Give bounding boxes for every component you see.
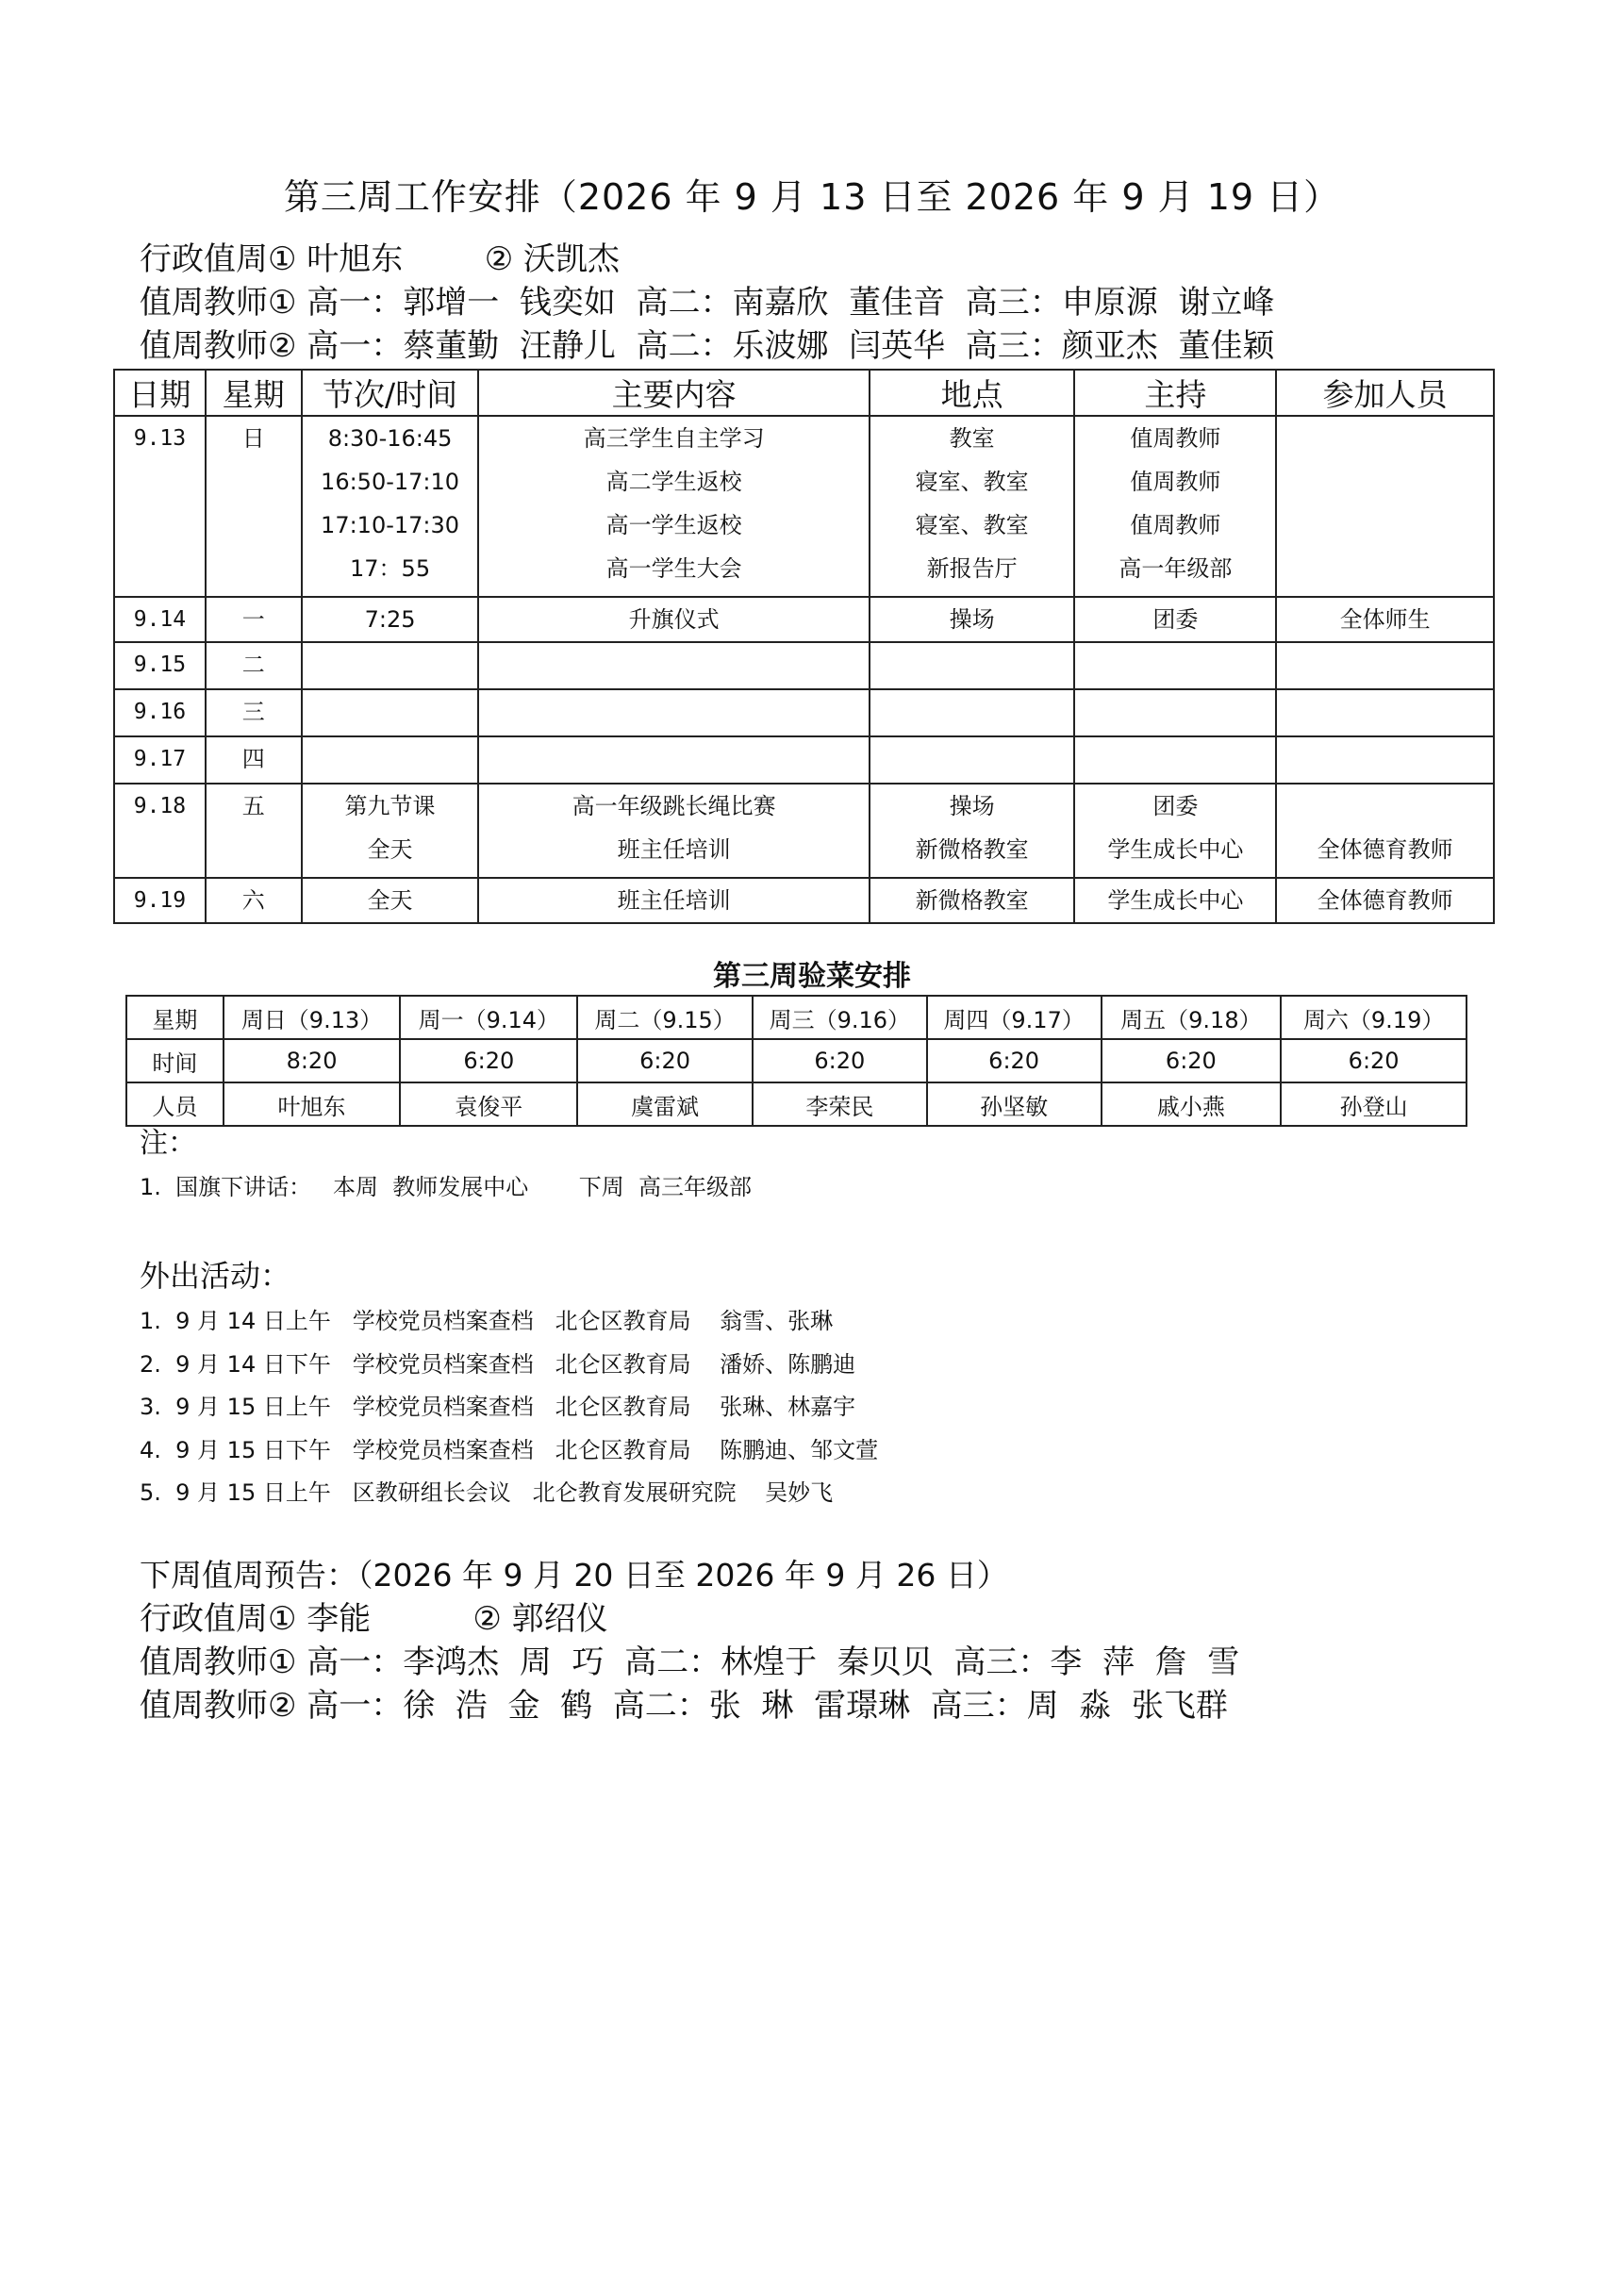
host-text: 高一年级部 <box>1119 555 1233 582</box>
weekday-cell <box>206 642 302 689</box>
admin-duty-line: 行政值周① 叶旭东 ② 沃凯杰 <box>140 240 621 278</box>
veg-time-cell: 6:20 <box>927 1039 1102 1082</box>
veg-time-cell: 6:20 <box>577 1039 753 1082</box>
date-text: 9.13 <box>133 426 187 451</box>
veg-row <box>126 1039 1467 1082</box>
participants-text <box>1277 547 1493 590</box>
weekday-text: 一 <box>241 606 265 633</box>
weekday-cell <box>206 689 302 736</box>
participants-cell <box>1276 597 1494 642</box>
column-header: 主要内容 <box>478 370 869 416</box>
content-text: 班主任培训 <box>617 887 731 914</box>
veg-person-cell: 袁俊平 <box>400 1082 577 1126</box>
host-cell <box>1074 784 1276 878</box>
content-cell <box>478 642 869 689</box>
veg-row-label: 人员 <box>126 1082 224 1126</box>
place-cell <box>870 784 1075 878</box>
time-text: 16:50-17:10 <box>321 469 460 495</box>
column-header: 参加人员 <box>1276 370 1494 416</box>
time-text: 全天 <box>367 836 413 863</box>
participants-cell <box>1276 416 1494 597</box>
place-text: 新报告厅 <box>926 555 1018 582</box>
host-text: 学生成长中心 <box>1107 887 1244 914</box>
schedule-row <box>114 878 1494 923</box>
weekday-cell <box>206 416 302 597</box>
time-text <box>303 643 478 686</box>
host-cell <box>1074 597 1276 642</box>
weekday-cell <box>206 878 302 923</box>
content-text <box>479 643 868 686</box>
place-cell <box>870 642 1075 689</box>
schedule-header-row <box>114 370 1494 416</box>
time-cell <box>302 416 479 597</box>
weekday-text: 三 <box>241 699 265 725</box>
column-header: 星期 <box>206 370 302 416</box>
veg-schedule-table <box>125 995 1467 1127</box>
veg-day-cell: 周一（9.14） <box>400 996 577 1039</box>
participants-text <box>1277 690 1493 734</box>
host-text: 值周教师 <box>1130 425 1221 452</box>
date-text: 9.14 <box>133 607 187 632</box>
veg-day-cell: 周四（9.17） <box>927 996 1102 1039</box>
veg-person-cell: 李荣民 <box>753 1082 927 1126</box>
host-cell <box>1074 878 1276 923</box>
time-cell <box>302 689 479 736</box>
veg-person-cell: 孙登山 <box>1281 1082 1467 1126</box>
veg-person-cell: 戚小燕 <box>1102 1082 1282 1126</box>
veg-person-cell: 叶旭东 <box>224 1082 401 1126</box>
content-cell <box>478 689 869 736</box>
participants-text: 全体德育教师 <box>1317 887 1453 914</box>
date-cell <box>114 878 206 923</box>
host-text: 团委 <box>1152 606 1199 633</box>
notes-heading: 注： <box>140 1127 196 1160</box>
place-text <box>870 643 1074 686</box>
notes-section <box>140 1122 752 1209</box>
time-cell <box>302 878 479 923</box>
veg-row-label: 星期 <box>126 996 224 1039</box>
veg-row <box>126 996 1467 1039</box>
date-text: 9.15 <box>133 652 187 677</box>
place-text: 寝室、教室 <box>915 512 1029 538</box>
outside-activities <box>140 1251 878 1515</box>
weekday-cell <box>206 597 302 642</box>
host-cell <box>1074 689 1276 736</box>
participants-cell <box>1276 878 1494 923</box>
weekday-cell <box>206 736 302 784</box>
participants-cell <box>1276 784 1494 878</box>
content-cell <box>478 416 869 597</box>
time-text: 17:10-17:30 <box>321 512 460 538</box>
time-text: 17：55 <box>350 555 431 582</box>
veg-time-cell: 6:20 <box>400 1039 577 1082</box>
place-cell <box>870 416 1075 597</box>
page-title: 第三周工作安排（2026 年 9 月 13 日至 2026 年 9 月 19 日） <box>283 176 1341 218</box>
date-cell <box>114 689 206 736</box>
activity-item: 4. 9 月 15 日下午 学校党员档案查档 北仑区教育局 陈鹏迪、邹文萱 <box>140 1436 879 1463</box>
participants-cell <box>1276 689 1494 736</box>
place-text: 操场 <box>949 606 995 633</box>
veg-time-cell: 6:20 <box>1102 1039 1282 1082</box>
weekday-text: 四 <box>241 746 265 772</box>
content-text: 高一学生返校 <box>605 512 742 538</box>
date-text: 9.19 <box>133 888 187 913</box>
content-text: 升旗仪式 <box>628 606 720 633</box>
participants-text <box>1277 417 1493 460</box>
time-text <box>303 737 478 781</box>
next-teacher-duty-line-2: 值周教师② 高一：徐 浩 金 鹤 高二：张 琳 雷璟琳 高三：周 淼 张飞群 <box>140 1687 1228 1725</box>
place-text <box>870 737 1074 781</box>
participants-text: 全体师生 <box>1339 606 1431 633</box>
veg-time-cell: 8:20 <box>224 1039 401 1082</box>
place-text: 教室 <box>949 425 995 452</box>
host-text: 值周教师 <box>1130 512 1221 538</box>
duty-roster <box>140 238 1274 368</box>
weekday-cell <box>206 784 302 878</box>
participants-text: 全体德育教师 <box>1317 836 1453 863</box>
content-text: 班主任培训 <box>617 836 731 863</box>
host-text: 学生成长中心 <box>1107 836 1244 863</box>
time-text: 全天 <box>367 887 413 914</box>
date-cell <box>114 736 206 784</box>
veg-day-cell: 周六（9.19） <box>1281 996 1467 1039</box>
weekday-text: 日 <box>241 425 265 452</box>
schedule-row <box>114 784 1494 878</box>
date-cell <box>114 597 206 642</box>
next-admin-duty-line: 行政值周① 李能 ② 郭绍仪 <box>140 1600 608 1638</box>
veg-day-cell: 周五（9.18） <box>1102 996 1282 1039</box>
host-text <box>1075 643 1275 686</box>
date-text: 9.18 <box>133 794 187 818</box>
content-text: 高一学生大会 <box>605 555 742 582</box>
veg-time-cell: 6:20 <box>1281 1039 1467 1082</box>
next-teacher-duty-line-1: 值周教师① 高一：李鸿杰 周 巧 高二：林煌于 秦贝贝 高三：李 萍 詹 雪 <box>140 1644 1240 1681</box>
participants-cell <box>1276 642 1494 689</box>
time-cell <box>302 736 479 784</box>
participants-text <box>1277 460 1493 504</box>
host-cell <box>1074 416 1276 597</box>
time-cell <box>302 597 479 642</box>
next-week-preview <box>140 1554 1239 1727</box>
host-cell <box>1074 736 1276 784</box>
host-cell <box>1074 642 1276 689</box>
veg-day-cell: 周三（9.16） <box>753 996 927 1039</box>
content-text: 高三学生自主学习 <box>583 425 765 452</box>
veg-row <box>126 1082 1467 1126</box>
time-cell <box>302 784 479 878</box>
time-text: 8:30-16:45 <box>327 425 453 452</box>
place-cell <box>870 878 1075 923</box>
activity-item: 2. 9 月 14 日下午 学校党员档案查档 北仑区教育局 潘娇、陈鹏迪 <box>140 1350 856 1378</box>
activity-item: 3. 9 月 15 日上午 学校党员档案查档 北仑区教育局 张琳、林嘉宇 <box>140 1394 856 1420</box>
place-text: 寝室、教室 <box>915 469 1029 495</box>
schedule-row <box>114 597 1494 642</box>
veg-schedule-title: 第三周验菜安排 <box>713 960 911 993</box>
host-text <box>1075 737 1275 781</box>
content-text: 高一年级跳长绳比赛 <box>572 793 776 819</box>
participants-text <box>1277 504 1493 547</box>
place-text: 操场 <box>949 793 995 819</box>
date-text: 9.16 <box>133 700 187 724</box>
schedule-row <box>114 416 1494 597</box>
time-cell <box>302 642 479 689</box>
weekday-text: 二 <box>241 652 265 678</box>
veg-person-cell: 虞雷斌 <box>577 1082 753 1126</box>
column-header: 日期 <box>114 370 206 416</box>
date-cell <box>114 416 206 597</box>
veg-row-label: 时间 <box>126 1039 224 1082</box>
next-week-heading: 下周值周预告：（2026 年 9 月 20 日至 2026 年 9 月 26 日） <box>140 1557 1008 1594</box>
weekday-text: 五 <box>241 793 265 819</box>
column-header: 节次/时间 <box>302 370 479 416</box>
participants-text <box>1277 737 1493 781</box>
activity-item: 5. 9 月 15 日上午 区教研组长会议 北仑教育发展研究院 吴妙飞 <box>140 1479 834 1506</box>
schedule-row <box>114 689 1494 736</box>
content-text: 高二学生返校 <box>605 469 742 495</box>
date-text: 9.17 <box>133 747 187 771</box>
content-cell <box>478 597 869 642</box>
weekday-text: 六 <box>241 887 265 914</box>
host-text <box>1075 690 1275 734</box>
veg-person-cell: 孙坚敏 <box>927 1082 1102 1126</box>
schedule-row <box>114 736 1494 784</box>
place-cell <box>870 736 1075 784</box>
schedule-row <box>114 642 1494 689</box>
date-cell <box>114 642 206 689</box>
teacher-duty-line-2: 值周教师② 高一：蔡董勤 汪静儿 高二：乐波娜 闫英华 高三：颜亚杰 董佳颖 <box>140 327 1275 365</box>
place-text: 新微格教室 <box>915 887 1029 914</box>
place-text <box>870 690 1074 734</box>
content-text <box>479 737 868 781</box>
activity-item: 1. 9 月 14 日上午 学校党员档案查档 北仑区教育局 翁雪、张琳 <box>140 1308 834 1334</box>
date-cell <box>114 784 206 878</box>
place-cell <box>870 689 1075 736</box>
host-text: 团委 <box>1152 793 1199 819</box>
content-cell <box>478 878 869 923</box>
note-item: 1. 国旗下讲话： 本周 教师发展中心 下周 高三年级部 <box>140 1174 752 1200</box>
veg-day-cell: 周日（9.13） <box>224 996 401 1039</box>
time-text: 第九节课 <box>344 793 436 819</box>
schedule-table <box>113 369 1495 924</box>
time-text: 7:25 <box>364 606 416 633</box>
content-cell <box>478 784 869 878</box>
place-text: 新微格教室 <box>915 836 1029 863</box>
column-header: 地点 <box>870 370 1075 416</box>
time-text <box>303 690 478 734</box>
teacher-duty-line-1: 值周教师① 高一：郭增一 钱奕如 高二：南嘉欣 董佳音 高三：申原源 谢立峰 <box>140 284 1275 322</box>
participants-cell <box>1276 736 1494 784</box>
column-header: 主持 <box>1074 370 1276 416</box>
content-cell <box>478 736 869 784</box>
activities-heading: 外出活动： <box>140 1258 291 1294</box>
content-text <box>479 690 868 734</box>
participants-text <box>1277 785 1493 828</box>
participants-text <box>1277 643 1493 686</box>
veg-time-cell: 6:20 <box>753 1039 927 1082</box>
host-text: 值周教师 <box>1130 469 1221 495</box>
place-cell <box>870 597 1075 642</box>
veg-day-cell: 周二（9.15） <box>577 996 753 1039</box>
